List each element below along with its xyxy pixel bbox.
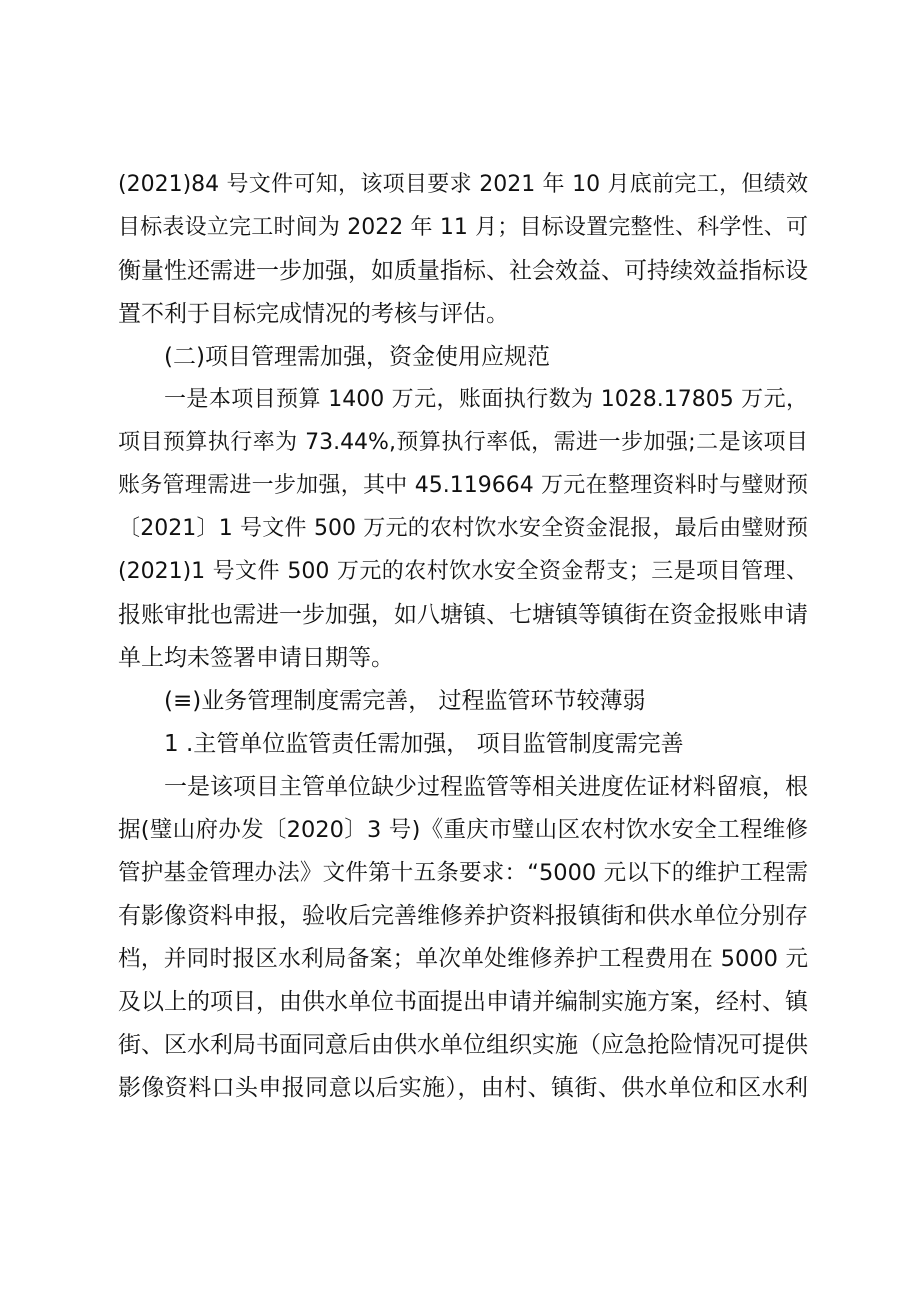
text-line: 管护基金管理办法》文件第十五条要求：“5000 元以下的维护工程需 [118, 860, 808, 886]
text-line: 一是本项目预算 1400 万元，账面执行数为 1028.17805 万元， [164, 387, 808, 412]
text-line: 有影像资料申报，验收后完善维修养护资料报镇街和供水单位分别存 [118, 903, 808, 929]
text-line: 账务管理需进一步加强，其中 45.119664 万元在整理资料时与璧财预 [118, 473, 808, 498]
text-line: 〔2021〕1 号文件 500 万元的农村饮水安全资金混报，最后由璧财预 [118, 516, 808, 541]
text-line: 项目预算执行率为 73.44%,预算执行率低，需进一步加强;二是该项目 [118, 430, 808, 455]
text-line: 置不利于目标完成情况的考核与评估。 [118, 301, 509, 327]
text-line: (2021)1 号文件 500 万元的农村饮水安全资金帮支；三是项目管理、 [118, 559, 808, 584]
text-line: 单上均未签署申请日期等。 [118, 645, 394, 671]
subsection-heading: 1 .主管单位监管责任需加强， 项目监管制度需完善 [164, 731, 684, 757]
text-line: 衡量性还需进一步加强，如质量指标、社会效益、可持续效益指标设 [118, 258, 808, 284]
text-line: 报账审批也需进一步加强，如八塘镇、七塘镇等镇街在资金报账申请 [118, 602, 808, 628]
text-line: 一是该项目主管单位缺少过程监管等相关进度佐证材料留痕，根 [164, 774, 808, 800]
text-line: (2021)84 号文件可知，该项目要求 2021 年 10 月底前完工，但绩效 [118, 172, 808, 197]
text-line: 据(璧山府办发〔2020〕3 号)《重庆市璧山区农村饮水安全工程维修 [118, 817, 808, 843]
text-line: 目标表设立完工时间为 2022 年 11 月；目标设置完整性、科学性、可 [118, 215, 808, 240]
section-heading: (≡)业务管理制度需完善， 过程监管环节较薄弱 [164, 688, 646, 714]
section-heading: (二)项目管理需加强，资金使用应规范 [164, 344, 550, 370]
text-line: 街、区水利局书面同意后由供水单位组织实施（应急抢险情况可提供 [118, 1032, 808, 1058]
text-line: 及以上的项目，由供水单位书面提出申请并编制实施方案，经村、镇 [118, 989, 808, 1015]
text-line: 影像资料口头申报同意以后实施），由村、镇街、供水单位和区水利 [118, 1075, 808, 1101]
text-line: 档，并同时报区水利局备案；单次单处维修养护工程费用在 5000 元 [118, 946, 808, 972]
